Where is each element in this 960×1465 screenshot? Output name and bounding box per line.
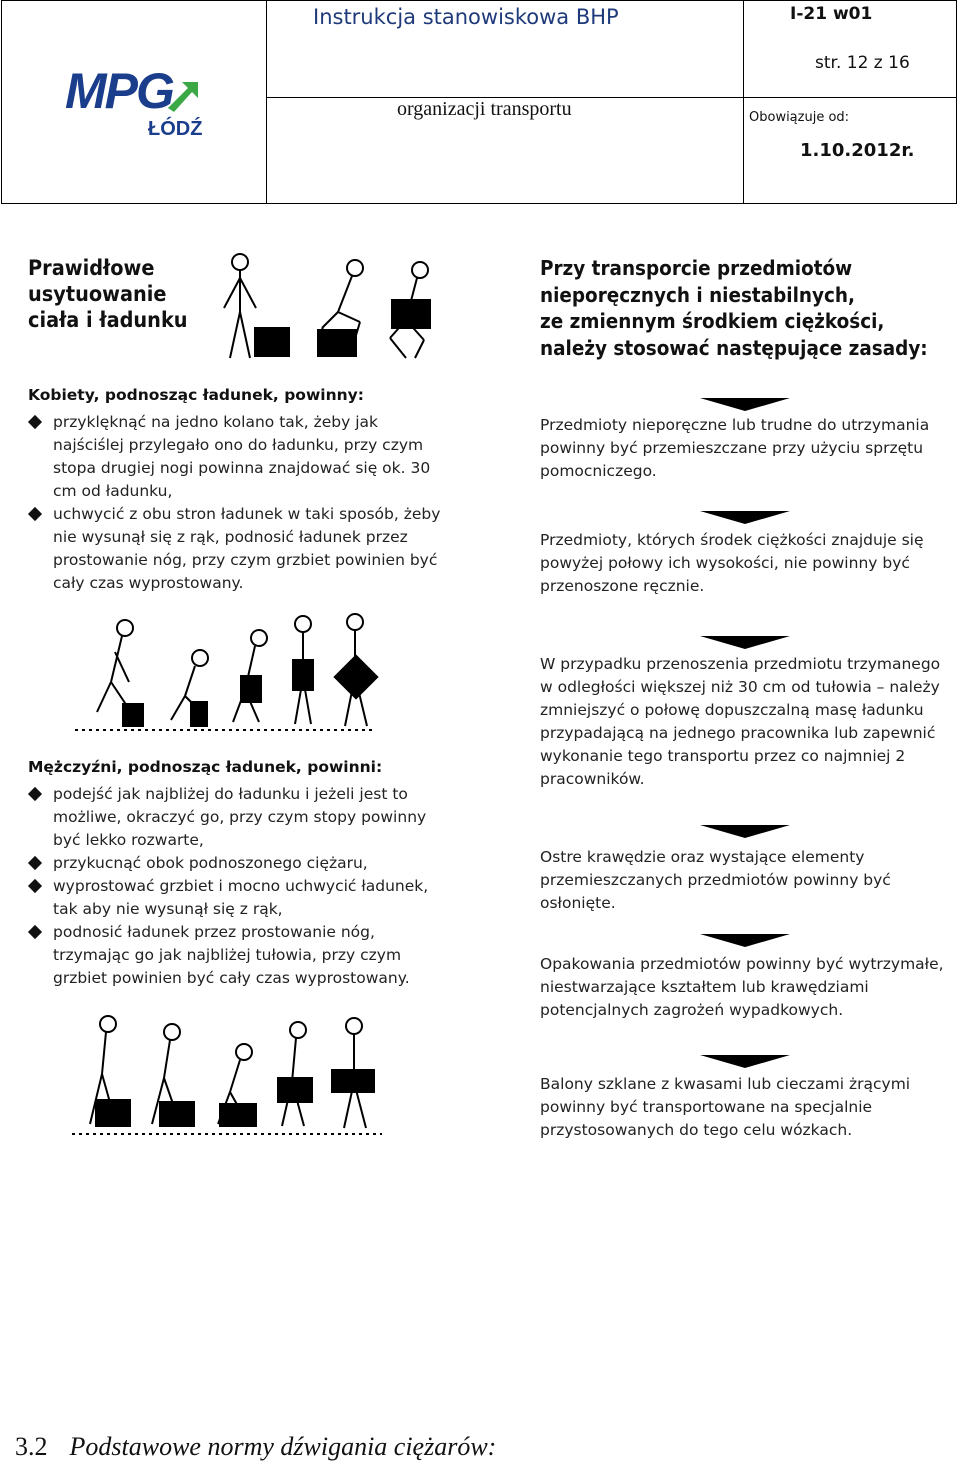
bullet-diamond-icon — [28, 856, 42, 870]
valid-from-label: Obowiązuje od: — [749, 110, 850, 125]
bullet-diamond-icon — [28, 925, 42, 939]
document-code: I-21 w01 — [790, 4, 873, 24]
list-item — [28, 411, 448, 503]
rule-text: Ostre krawędzie oraz wystające elementy przemieszczanych przedmiotów powinny być osłonięte. — [540, 848, 891, 912]
list-item — [28, 875, 448, 921]
list-item-text: przykucnąć obok podnoszonego ciężaru, — [53, 854, 368, 872]
right-heading-line: należy stosować następujące zasady: — [540, 335, 928, 360]
left-heading-line: ciała i ładunku — [28, 308, 188, 332]
right-heading-line: nieporęcznych i niestabilnych, — [540, 282, 856, 307]
list-item-text: wyprostować grzbiet i mocno uchwycić ładunek, tak aby nie wysunął się z rąk, — [53, 877, 429, 918]
rule-text: Przedmioty nieporęczne lub trudne do utrzymania powinny być przemieszczane przy użyciu sprzętu pomocniczego. — [540, 416, 930, 480]
mpg-logo — [60, 62, 210, 152]
men-section-title: Mężczyźni, podnosząc ładunek, powinni: — [28, 758, 383, 776]
list-item-text: podejść jak najbliżej do ładunku i jeżeli jest to możliwe, okraczyć go, przy czym stopy powinny być lekko rozwarte, — [53, 785, 427, 849]
chevron-down-icon — [700, 509, 790, 525]
left-heading-line: usytuowanie — [28, 282, 167, 306]
document-title: Instrukcja stanowiskowa BHP — [313, 5, 619, 29]
list-item-text: przyklęknąć na jedno kolano tak, żeby jak najściślej przylegało ono do ładunku, przy czym stopa drugiej nogi powinna znajdować się ok. 30 cm od ładunku, — [53, 413, 431, 500]
men-instructions-list — [28, 783, 448, 990]
right-heading-line: ze zmiennym środkiem ciężkości, — [540, 309, 885, 333]
logo-text: MPG — [65, 63, 173, 119]
section-heading — [15, 1432, 496, 1462]
list-item — [28, 783, 448, 852]
header-divider — [266, 1, 267, 203]
list-item-text: podnosić ładunek przez prostowanie nóg, trzymając go jak najbliżej tułowia, przy czym grzbiet powinien być cały czas wyprostowany. — [53, 923, 410, 987]
bullet-diamond-icon — [28, 507, 42, 521]
bullet-diamond-icon — [28, 879, 42, 893]
rule-text: Przedmioty, których środek ciężkości znajduje się powyżej połowy ich wysokości, nie powinny być przenoszone ręcznie. — [540, 531, 924, 595]
rule-text: Balony szklane z kwasami lub cieczami żrącymi powinny być transportowane na specjalnie przystosowanych do tego celu wózkach. — [540, 1075, 911, 1139]
page-number: str. 12 z 16 — [815, 53, 910, 73]
header-divider — [743, 1, 744, 203]
list-item — [28, 852, 448, 875]
bullet-diamond-icon — [28, 787, 42, 801]
women-instructions-list — [28, 411, 448, 595]
men-lifting-illustration — [72, 1012, 387, 1140]
chevron-down-icon — [700, 932, 790, 948]
chevron-down-icon — [700, 823, 790, 839]
right-heading-line: Przy transporcie przedmiotów — [540, 256, 853, 280]
left-heading-line: Prawidłowe — [28, 256, 155, 280]
list-item — [28, 503, 448, 595]
chevron-down-icon — [700, 1053, 790, 1069]
women-section-title: Kobiety, podnosząc ładunek, powinny: — [28, 386, 364, 404]
logo-city: ŁÓDŹ — [148, 118, 203, 140]
rule-text: Opakowania przedmiotów powinny być wytrzymałe, niestwarzające kształtem lub krawędziami potencjalnych zagrożeń wypadkowych. — [540, 955, 944, 1019]
bullet-diamond-icon — [28, 415, 42, 429]
logo-arrow-icon — [164, 78, 200, 118]
list-item-text: uchwycić z obu stron ładunek w taki sposób, żeby nie wysunął się z rąk, podnosić ładunek przez prostowanie nóg, przy czym grzbiet powinien być cały czas wyprostowany. — [53, 505, 441, 592]
section-title: Podstawowe normy dźwigania ciężarów: — [69, 1432, 497, 1461]
posture-illustration-1 — [210, 250, 440, 365]
document-subtitle: organizacji transportu — [397, 98, 572, 120]
header-divider — [266, 97, 956, 98]
rule-text: W przypadku przenoszenia przedmiotu trzymanego w odległości większej niż 30 cm od tułowia – należy zmniejszyć o połowę dopuszczalną masę ładunku przypadającą na jednego pracownika lub zapewnić wykonanie tego transportu przez co najmniej 2 pracowników. — [540, 655, 941, 788]
chevron-down-icon — [700, 634, 790, 650]
left-heading — [28, 255, 188, 333]
list-item — [28, 921, 448, 990]
women-lifting-illustration — [75, 612, 385, 737]
valid-from-date: 1.10.2012r. — [800, 140, 915, 161]
section-number: 3.2 — [15, 1432, 48, 1461]
right-heading — [540, 255, 928, 361]
chevron-down-icon — [700, 396, 790, 412]
